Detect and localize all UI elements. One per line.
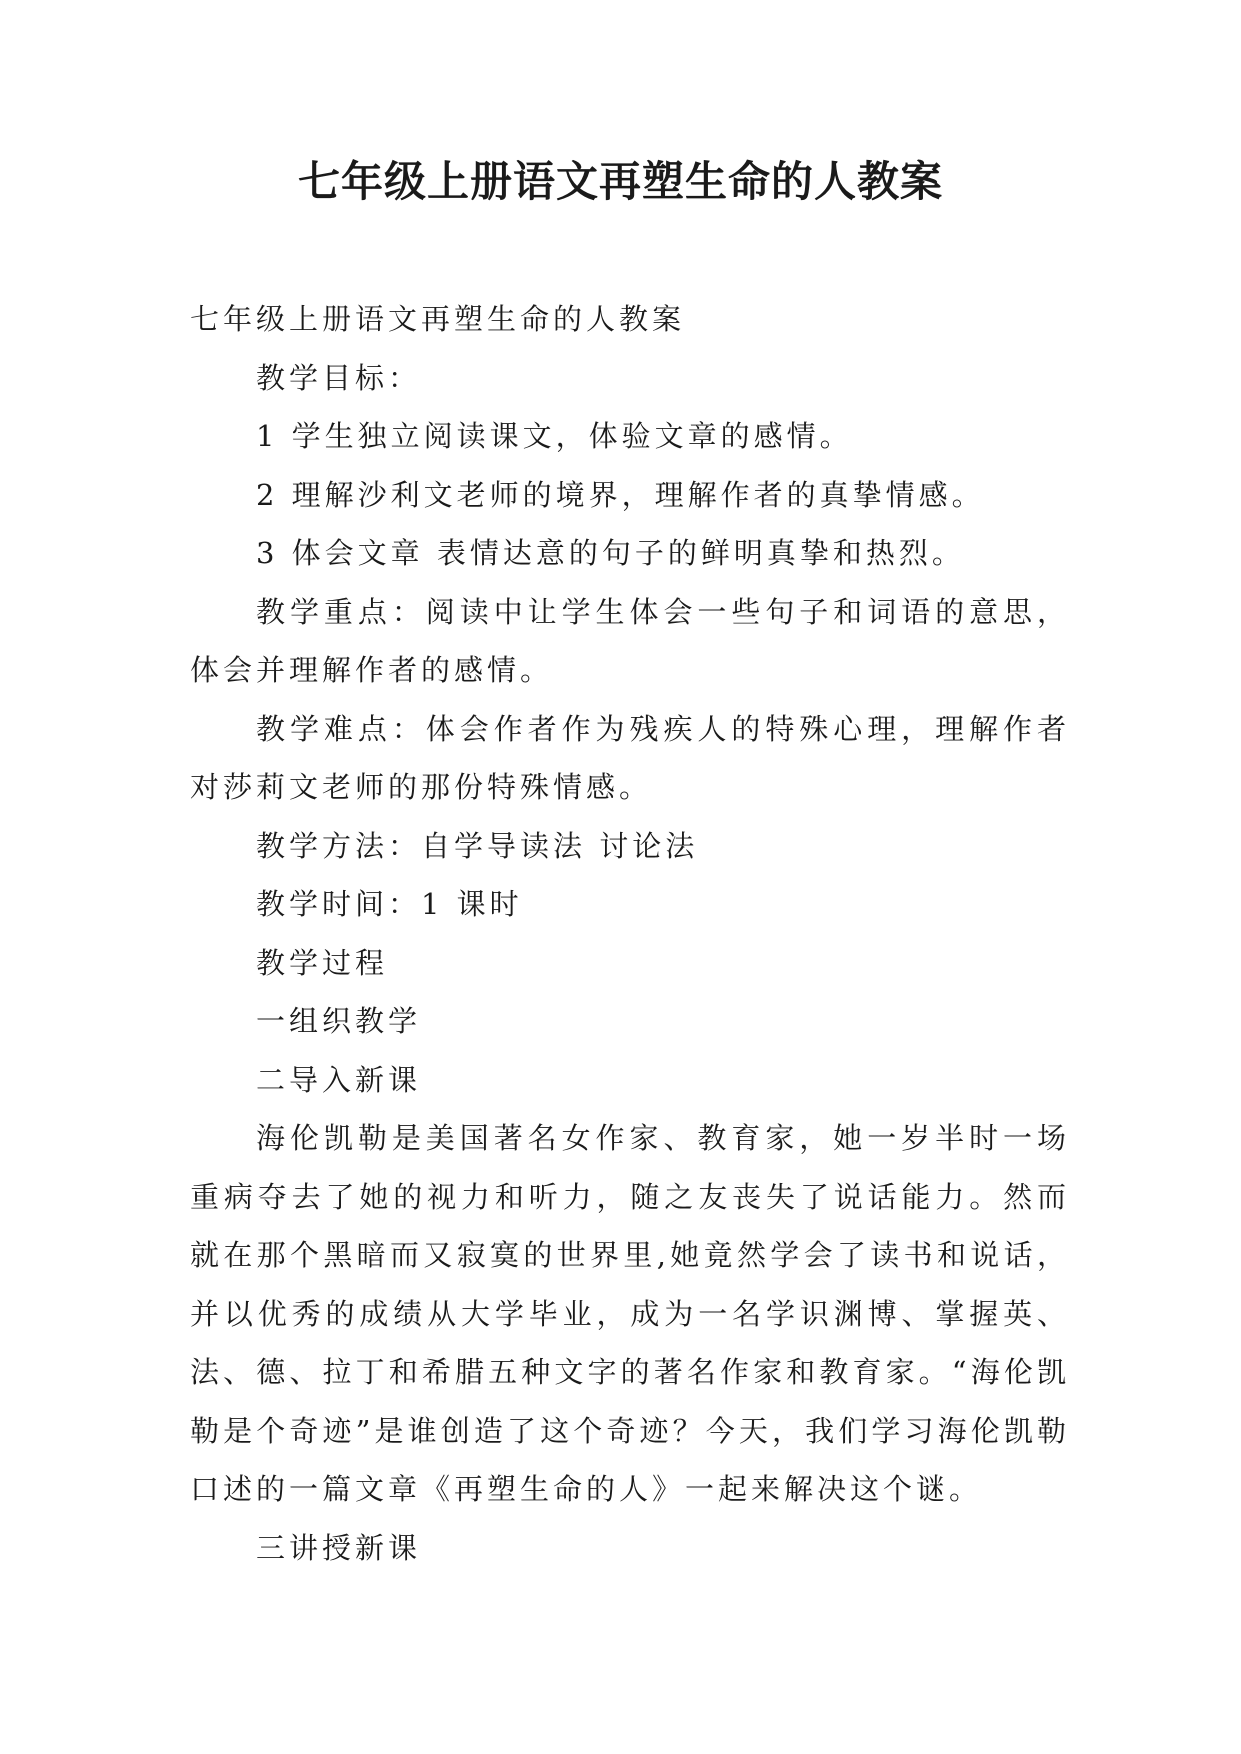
- paragraph-goal-1: 1 学生独立阅读课文，体验文章的感情。: [256, 419, 853, 453]
- paragraph-step-3: 三讲授新课: [256, 1530, 422, 1565]
- paragraph-introduction: 海伦凯勒是美国著名女作家、教育家，她一岁半时一场重病夺去了她的视力和听力，随之友丧失了说话能力。然而就在那个黑暗而又寂寞的世界里,她竟然学会了读书和说话，并以优秀的成绩从大学毕业，成为一名学识渊博、掌握英、法、德、拉丁和希腊五种文字的著名作家和教育家。“海伦凯勒是个奇迹”是谁创造了这个奇迹？今天，我们学习海伦凯勒口述的一篇文章《再塑生命的人》一起来解决这个谜。: [190, 1121, 1070, 1506]
- paragraph-process: 教学过程: [256, 945, 389, 980]
- paragraph-key-points: 教学重点：阅读中让学生体会一些句子和词语的意思，体会并理解作者的感情。: [190, 594, 1070, 687]
- document-body: [190, 290, 1070, 1577]
- paragraph-goal-3: 3 体会文章 表情达意的句子的鲜明真挚和热烈。: [256, 536, 965, 570]
- paragraph-methods: 教学方法：自学导读法 讨论法: [256, 828, 699, 863]
- paragraph-goal-2: 2 理解沙利文老师的境界，理解作者的真挚情感。: [256, 477, 985, 512]
- paragraph-difficulties: 教学难点：体会作者作为残疾人的特殊心理，理解作者对莎莉文老师的那份特殊情感。: [190, 711, 1070, 804]
- paragraph-step-1: 一组织教学: [256, 1004, 422, 1038]
- paragraph-step-2: 二导入新课: [256, 1062, 422, 1097]
- document-title: 七年级上册语文再塑生命的人教案: [297, 157, 943, 206]
- paragraph-heading: 七年级上册语文再塑生命的人教案: [190, 302, 686, 336]
- paragraph-teaching-goals: 教学目标：: [256, 360, 422, 395]
- paragraph-time: 教学时间：1 课时: [256, 887, 523, 921]
